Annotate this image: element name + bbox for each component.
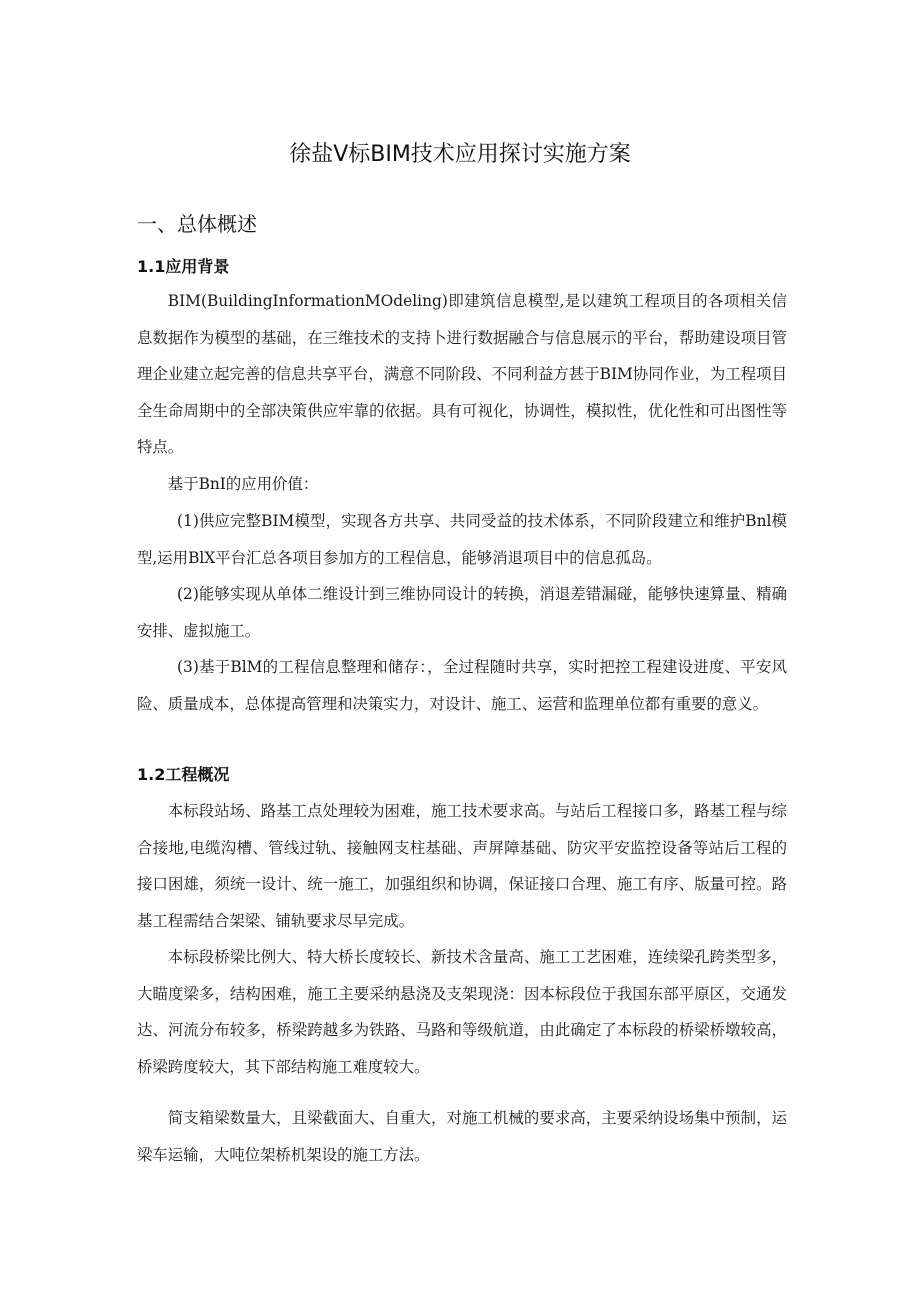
paragraph-bim-definition: BIM(BuildingInformationMOdeling)即建筑信息模型,是以建筑工程项目的各项相关信息数据作为模型的基础，在三维技术的支持卜进行数据融合与信息展示的平台，帮助建设项目管理企业建立起完善的信息共享平台，满意不同阶段、不同利益方甚于BIM协同作业，为工程项目全生命周期中的全部决策供应牢靠的依据。具有可视化，协调性，模拟性，优化性和可出图性等特点。 (137, 292, 787, 456)
paragraph-station-subgrade: 本标段站场、路基工点处理较为困难，施工技术要求高。与站后工程接口多，路基工程与综合接地,电缆沟槽、管线过轨、接触网支柱基础、声屏障基础、防灾平安监控设备等站后工程的接口困雄，须统一设计、统一施工，加强组织和协调，保证接口合理、施工有序、版量可控。路基工程需结合架梁、铺轨要求尽早完成。 (137, 802, 787, 930)
paragraph-value-item-3: (3)基于BlM的工程信息整理和储存：，全过程随时共享，实时把控工程建设进度、平安风险、质量成本，总体提高管理和决策实力，对设计、施工、运营和监理单位都有重要的意义。 (137, 658, 787, 713)
paragraph-value-item-1: (1)供应完整BIM模型，实现各方共享、共同受益的技术体系，不同阶段建立和维护Bnl模型,运用BlX平台汇总各项目参加方的工程信息，能够消退项目中的信息孤岛。 (137, 512, 787, 567)
subsection-heading-background: 1.1应用背景 (137, 257, 230, 276)
paragraph-bridges: 本标段桥梁比例大、特大桥长度较长、新技术含量高、施工工艺困难，连续梁孔跨类型多，大瞄度梁多，结构困难，施工主要采纳悬浇及支架现浇：因本标段位于我国东部平原区，交通发达、河流分布较多，桥梁跨越多为铁路、马路和等级航道，由此确定了本标段的桥梁桥墩较高，桥梁跨度较大，其下部结构施工难度较大。 (137, 948, 787, 1076)
section-heading-overview: 一、总体概述 (137, 212, 257, 236)
paragraph-value-intro: 基于BnI的应用价值： (167, 475, 319, 493)
subsection-heading-project-overview: 1.2工程概况 (137, 765, 230, 784)
document-title: 徐盐V标BIM技术应用探讨实施方案 (289, 142, 631, 167)
paragraph-box-girders: 简支箱梁数量大，且梁截面大、自重大，对施工机械的要求高，主要采纳设场集中预制，运梁车运输，大吨位架桥机架设的施工方法。 (137, 1109, 787, 1164)
paragraph-value-item-2: (2)能够实现从单体二维设计到三维协同设计的转换，消退差错漏碰，能够快速算量、精确安排、虚拟施工。 (137, 585, 787, 640)
